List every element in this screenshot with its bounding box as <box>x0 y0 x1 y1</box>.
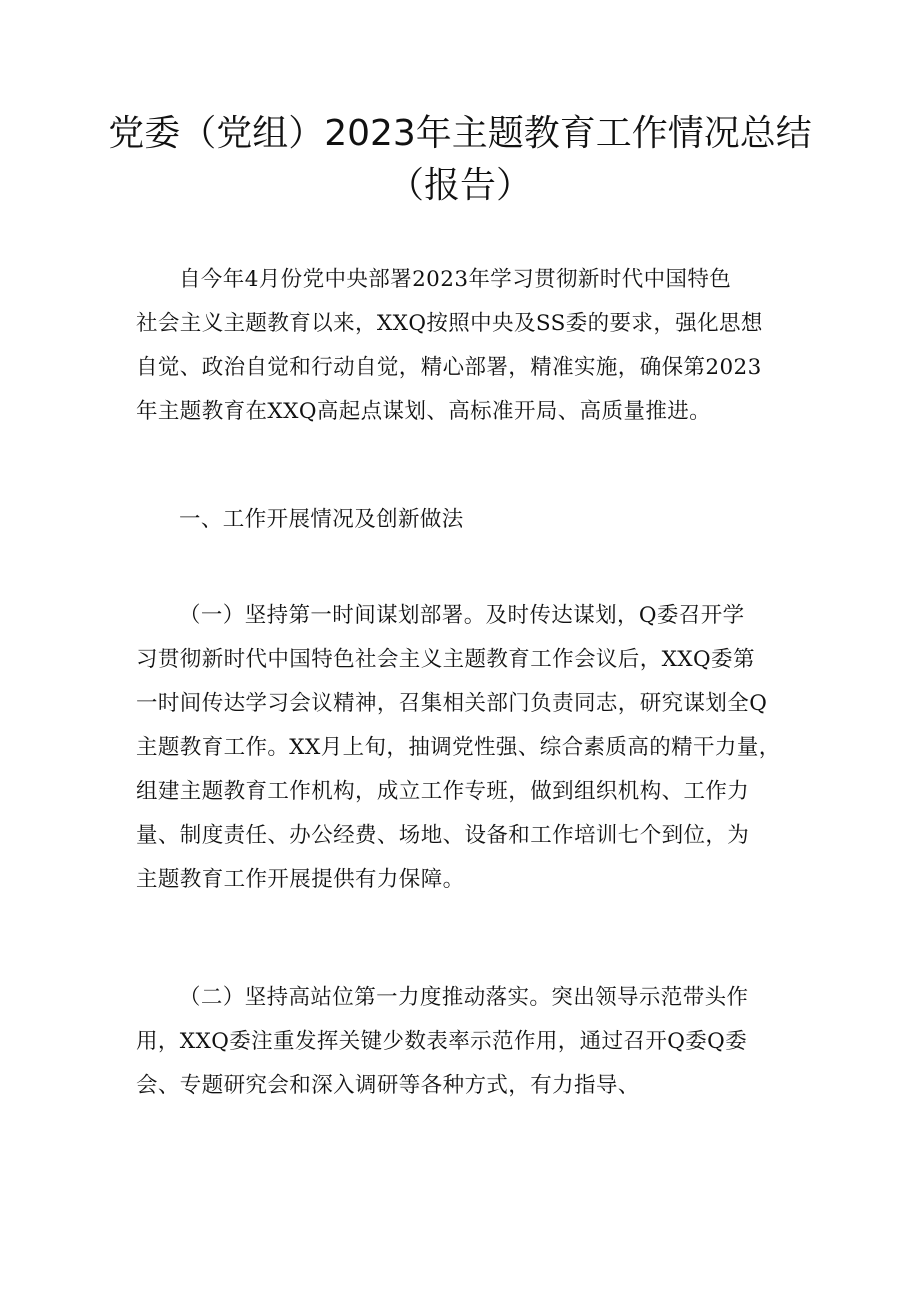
item-1-line: 主题教育工作开展提供有力保障。 <box>136 867 465 892</box>
item-1-line: 一时间传达学习会议精神，召集相关部门负责同志，研究谋划全Q <box>136 691 768 716</box>
intro-line: 社会主义主题教育以来，XXQ按照中央及SS委的要求，强化思想 <box>136 311 763 336</box>
document-title <box>90 108 830 212</box>
intro-paragraph <box>136 258 792 434</box>
section-heading-1 <box>136 498 792 542</box>
item-1-line: 组建主题教育工作机构，成立工作专班，做到组织机构、工作力 <box>136 779 750 804</box>
item-1-line: 习贯彻新时代中国特色社会主义主题教育工作会议后，XXQ委第 <box>136 647 755 672</box>
intro-line: 自今年4月份党中央部署2023年学习贯彻新时代中国特色 <box>179 267 732 292</box>
section-heading-text: 一、工作开展情况及创新做法 <box>179 507 464 532</box>
intro-line: 年主题教育在XXQ高起点谋划、高标准开局、高质量推进。 <box>136 399 712 424</box>
item-2-line: 会、专题研究会和深入调研等各种方式，有力指导、 <box>136 1073 640 1098</box>
item-1-paragraph <box>136 594 792 902</box>
item-2-paragraph <box>136 976 792 1108</box>
title-line-2: （报告） <box>387 165 532 206</box>
item-2-line: 用，XXQ委注重发挥关键少数表率示范作用，通过召开Q委Q委 <box>136 1029 748 1054</box>
item-1-line: （一）坚持第一时间谋划部署。及时传达谋划，Q委召开学 <box>179 603 745 628</box>
title-line-1: 党委（党组）2023年主题教育工作情况总结 <box>108 113 812 154</box>
item-1-line: 主题教育工作。XX月上旬，抽调党性强、综合素质高的精干力量， <box>136 735 781 760</box>
item-2-line: （二）坚持高站位第一力度推动落实。突出领导示范带头作 <box>179 985 749 1010</box>
intro-line: 自觉、政治自觉和行动自觉，精心部署，精准实施，确保第2023 <box>136 355 762 380</box>
item-1-line: 量、制度责任、办公经费、场地、设备和工作培训七个到位，为 <box>136 823 750 848</box>
